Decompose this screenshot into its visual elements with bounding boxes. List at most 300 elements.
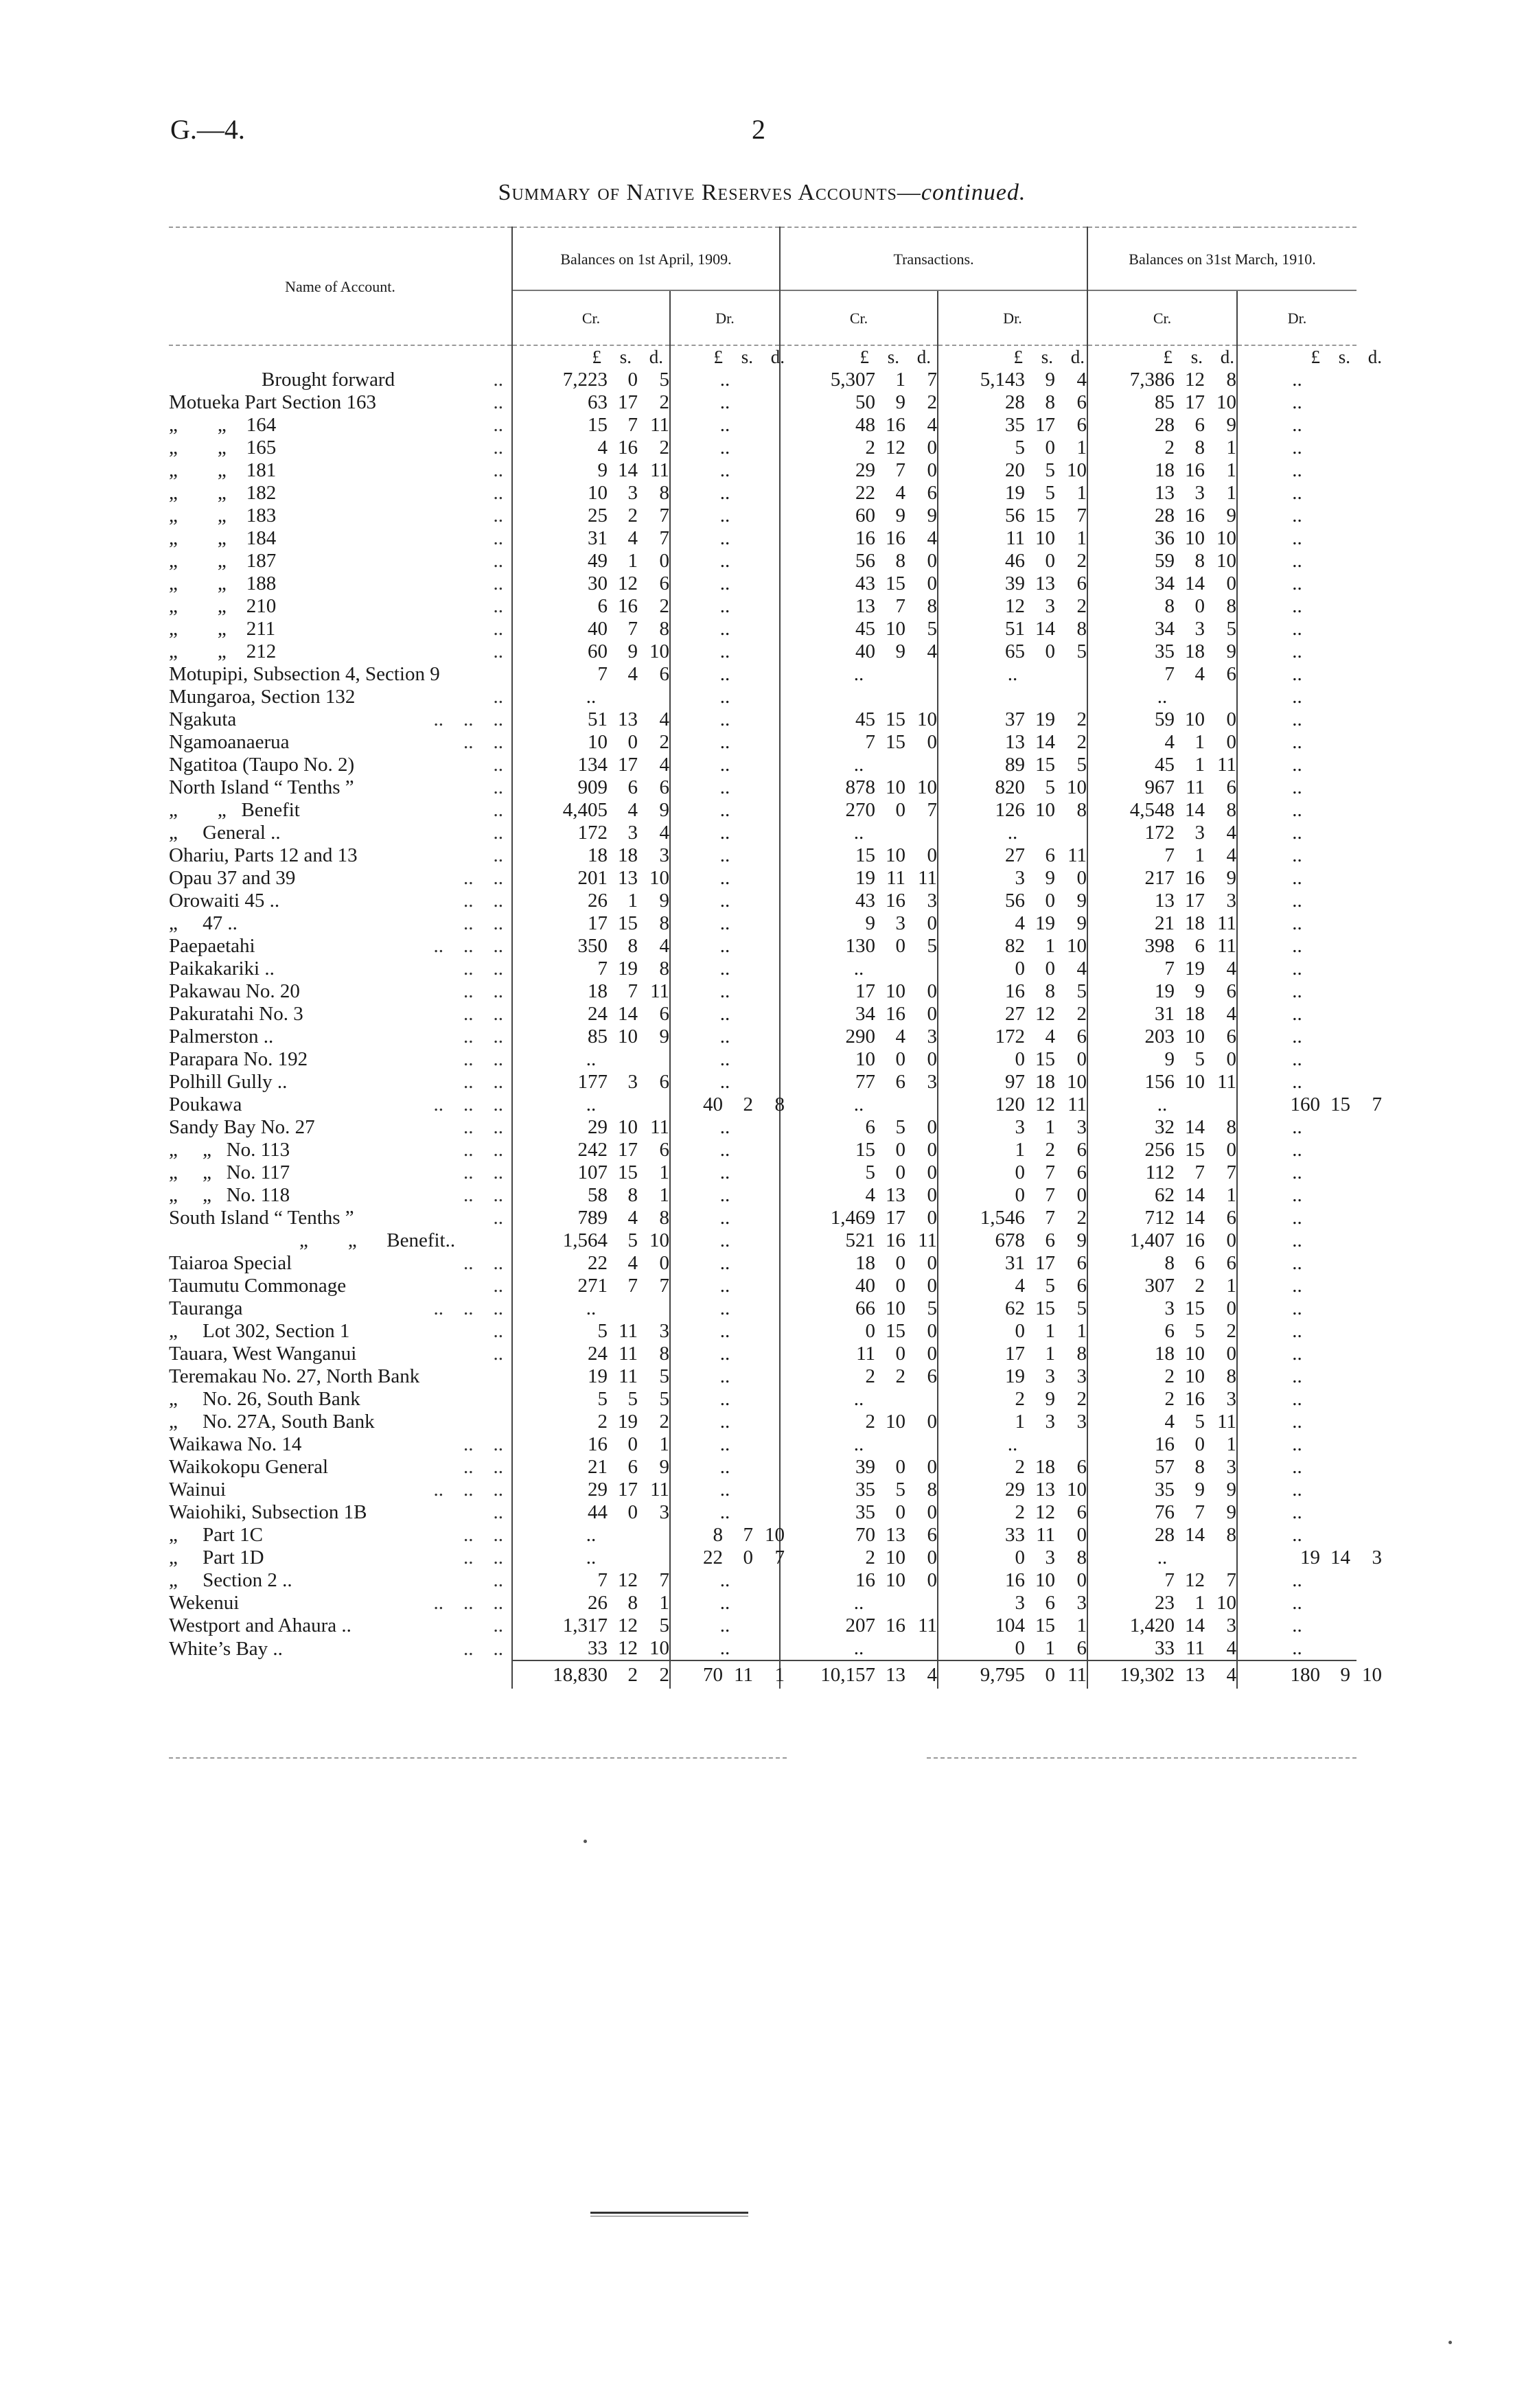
cell-trans-dr xyxy=(938,482,1087,505)
cell-trans-dr xyxy=(938,1456,1087,1479)
account-name-cell xyxy=(169,1637,512,1660)
amount-pence: 2 xyxy=(1076,708,1087,730)
amount-pound: 16 xyxy=(1005,1569,1026,1591)
amount-pence: 6 xyxy=(927,482,937,504)
amount-pound: 350 xyxy=(577,935,608,957)
cell-bal1910-cr xyxy=(1087,1003,1237,1026)
amount-pound: 7 xyxy=(1164,663,1175,685)
amount-pence: 11 xyxy=(1067,1663,1087,1686)
account-name: „ „ 211 xyxy=(169,618,276,640)
amount-pound: .. xyxy=(586,1547,597,1568)
amount-pound: 2 xyxy=(1164,1388,1175,1410)
amount-pound: 89 xyxy=(1005,754,1026,776)
amount-pound: .. xyxy=(1292,1297,1302,1319)
leader-dots: .. .. .. xyxy=(433,1479,503,1501)
amount-shilling: 3 xyxy=(627,482,638,504)
account-name: Parapara No. 192 xyxy=(169,1048,308,1070)
amount-pound: 180 xyxy=(1290,1663,1321,1686)
account-name-cell xyxy=(169,618,512,640)
amount-pence: 3 xyxy=(659,844,669,866)
cell-bal1909-cr xyxy=(512,595,670,618)
account-name: „ Part 1D xyxy=(169,1547,264,1568)
cell-bal1909-cr xyxy=(512,912,670,935)
amount-pence: 6 xyxy=(1076,1139,1087,1161)
cell-bal1910-dr xyxy=(1237,1343,1356,1365)
amount-pence: 3 xyxy=(1226,1614,1237,1636)
amount-pound: .. xyxy=(719,1252,730,1274)
amount-pound: .. xyxy=(1292,912,1302,934)
amount-pence: 10 xyxy=(1067,776,1087,798)
amount-pence: 1 xyxy=(774,1663,785,1686)
cell-bal1909-dr xyxy=(670,1026,780,1048)
account-name-cell xyxy=(169,731,512,754)
cell-bal1910-cr xyxy=(1087,1320,1237,1343)
cell-bal1909-cr xyxy=(512,414,670,437)
amount-pence: 7 xyxy=(1372,1093,1383,1115)
amount-pence: 1 xyxy=(659,1184,669,1206)
amount-shilling: 12 xyxy=(618,1569,638,1591)
leader-dots: .. .. .. xyxy=(433,1297,503,1319)
cell-bal1909-dr xyxy=(670,935,780,958)
amount-shilling: 0 xyxy=(1045,890,1056,912)
units-row-group xyxy=(169,345,1383,369)
amount-pence: 8 xyxy=(927,1479,937,1501)
account-name-cell xyxy=(169,1048,512,1071)
amount-shilling: 6 xyxy=(1194,1252,1205,1274)
amount-pound: 7 xyxy=(597,1569,608,1591)
amount-shilling: 14 xyxy=(1035,731,1056,753)
amount-pound: 58 xyxy=(588,1184,608,1206)
amount-pound: .. xyxy=(719,1139,730,1161)
amount-pence: 2 xyxy=(1076,1003,1087,1025)
account-row xyxy=(169,414,1356,437)
amount-pound: 4 xyxy=(1164,731,1175,753)
amount-pence: 3 xyxy=(1226,1388,1237,1410)
amount-pence: 8 xyxy=(659,1207,669,1229)
account-name-cell xyxy=(169,663,512,686)
amount-pound: 290 xyxy=(845,1026,875,1047)
amount-pence: 5 xyxy=(1076,980,1087,1002)
cell-bal1910-dr xyxy=(1237,822,1356,844)
cell-bal1910-cr xyxy=(1087,1569,1237,1592)
amount-shilling: 5 xyxy=(627,1229,638,1251)
amount-pence: 1 xyxy=(1226,1275,1237,1297)
amount-pound: .. xyxy=(719,1184,730,1206)
amount-shilling: 5 xyxy=(895,1479,905,1501)
amount-pence: 8 xyxy=(774,1093,785,1115)
leader-dots: .. xyxy=(493,844,503,866)
account-row xyxy=(169,1433,1356,1456)
amount-pence: 9 xyxy=(659,1456,669,1478)
cell-bal1910-dr xyxy=(1237,1501,1356,1524)
amount-pence: 10 xyxy=(1067,459,1087,481)
leader-dots: .. .. xyxy=(463,980,503,1002)
account-row xyxy=(169,1071,1356,1093)
amount-pound: 59 xyxy=(1155,550,1175,572)
unit-pence: d. xyxy=(1070,347,1085,367)
account-name-cell xyxy=(169,822,512,844)
cell-bal1909-dr xyxy=(670,1161,780,1184)
amount-pound: 307 xyxy=(1144,1275,1175,1297)
amount-pence: 6 xyxy=(1076,1161,1087,1183)
amount-pence: 1 xyxy=(659,1433,669,1455)
amount-pound: 23 xyxy=(1155,1592,1175,1614)
cell-bal1910-cr xyxy=(1087,1184,1237,1207)
account-row xyxy=(169,1093,1356,1116)
amount-shilling: 1 xyxy=(1045,1637,1056,1659)
amount-pound: .. xyxy=(719,1388,730,1410)
amount-pence: 6 xyxy=(1226,980,1237,1002)
cell-bal1909-cr xyxy=(512,1207,670,1229)
amount-pound: 521 xyxy=(845,1229,875,1251)
account-row xyxy=(169,482,1356,505)
cell-trans-dr xyxy=(938,731,1087,754)
amount-pound: .. xyxy=(719,1501,730,1523)
col-header-bal1909: Balances on 1st April, 1909. xyxy=(512,227,780,290)
amount-pound: .. xyxy=(719,686,730,708)
cell-bal1910-dr xyxy=(1237,1660,1383,1689)
unit-pence: d. xyxy=(1367,347,1383,367)
amount-pound: 2 xyxy=(1164,437,1175,459)
amount-pound: .. xyxy=(719,1433,730,1455)
amount-shilling: 15 xyxy=(886,572,905,594)
amount-pound: .. xyxy=(719,1343,730,1365)
amount-shilling: 12 xyxy=(1185,1569,1205,1591)
amount-pence: 9 xyxy=(927,505,937,526)
amount-shilling: 11 xyxy=(1186,1637,1205,1659)
cell-trans-cr xyxy=(780,663,938,686)
amount-pound: .. xyxy=(719,1003,730,1025)
cell-bal1910-dr xyxy=(1237,708,1356,731)
leader-dots: .. .. xyxy=(463,1184,503,1206)
leader-dots: .. .. xyxy=(463,890,503,912)
amount-pence: 0 xyxy=(927,1003,937,1025)
cell-bal1909-cr xyxy=(512,663,670,686)
account-name-cell xyxy=(169,459,512,482)
amount-shilling: 9 xyxy=(1194,980,1205,1002)
amount-shilling: 10 xyxy=(1185,1071,1205,1093)
amount-pence: 3 xyxy=(927,1071,937,1093)
amount-shilling: 17 xyxy=(886,1207,905,1229)
cell-bal1909-cr xyxy=(512,754,670,776)
amount-pence: 0 xyxy=(1226,1297,1237,1319)
amount-shilling: 18 xyxy=(618,844,638,866)
amount-pound: .. xyxy=(719,459,730,481)
cell-bal1909-cr xyxy=(512,1093,670,1116)
amount-pence: 11 xyxy=(918,867,937,889)
cell-bal1909-dr xyxy=(670,437,780,459)
amount-pence: 2 xyxy=(659,437,669,459)
amount-pound: 789 xyxy=(577,1207,608,1229)
amount-pence: 3 xyxy=(1372,1547,1383,1568)
cell-bal1909-dr xyxy=(670,1320,780,1343)
amount-pence: 6 xyxy=(659,776,669,798)
amount-pence: 6 xyxy=(659,1139,669,1161)
cell-bal1910-cr xyxy=(1087,527,1237,550)
account-row xyxy=(169,1479,1356,1501)
amount-shilling: 14 xyxy=(1185,1524,1205,1546)
amount-pound: 172 xyxy=(995,1026,1026,1047)
units-row xyxy=(169,345,1356,369)
amount-pound: 7 xyxy=(865,731,875,753)
amount-pound: 0 xyxy=(1015,1547,1026,1568)
cell-bal1909-cr xyxy=(512,618,670,640)
cell-trans-cr xyxy=(780,935,938,958)
account-row xyxy=(169,1139,1356,1161)
unit-pound: £ xyxy=(1163,347,1173,367)
cell-bal1909-cr xyxy=(512,482,670,505)
cell-trans-dr xyxy=(938,663,1087,686)
account-row xyxy=(169,958,1356,980)
cell-trans-dr xyxy=(938,505,1087,527)
amount-pound: .. xyxy=(719,618,730,640)
account-name-cell xyxy=(169,1411,512,1433)
amount-pound: 1,317 xyxy=(562,1614,608,1636)
amount-pound: 39 xyxy=(855,1456,875,1478)
amount-shilling: 12 xyxy=(886,437,905,459)
amount-pence: 8 xyxy=(927,595,937,617)
title-continued: continued. xyxy=(921,180,1026,205)
amount-shilling: 10 xyxy=(1185,708,1205,730)
amount-shilling: 1 xyxy=(627,550,638,572)
cell-bal1909-cr xyxy=(512,822,670,844)
cell-bal1909-cr xyxy=(512,1456,670,1479)
amount-pence: 6 xyxy=(1076,1252,1087,1274)
account-row xyxy=(169,1501,1356,1524)
account-name: Westport and Ahaura .. xyxy=(169,1614,351,1636)
amount-pound: .. xyxy=(1292,958,1302,980)
amount-pence: 11 xyxy=(1217,935,1237,957)
cell-trans-dr xyxy=(938,912,1087,935)
account-name-cell xyxy=(169,1547,512,1569)
amount-pound: 126 xyxy=(995,799,1026,821)
amount-pence: 3 xyxy=(1076,1365,1087,1387)
amount-pound: 21 xyxy=(1155,912,1175,934)
amount-shilling: 9 xyxy=(1340,1663,1351,1686)
amount-pence: 7 xyxy=(1076,505,1087,526)
cell-trans-dr xyxy=(938,1388,1087,1411)
amount-pound: .. xyxy=(1292,754,1302,776)
amount-shilling: 4 xyxy=(627,1252,638,1274)
amount-pence: 0 xyxy=(1226,572,1237,594)
leader-dots: .. .. .. xyxy=(433,1592,503,1614)
cell-trans-dr xyxy=(938,1660,1087,1689)
print-speck xyxy=(1448,2341,1452,2344)
cell-trans-dr xyxy=(938,776,1087,799)
leader-dots: .. .. xyxy=(463,1524,503,1546)
amount-pence: 10 xyxy=(1067,1071,1087,1093)
amount-pound: .. xyxy=(1292,799,1302,821)
cell-trans-cr xyxy=(780,1003,938,1026)
cell-bal1909-dr xyxy=(670,1139,780,1161)
col-header-transactions: Transactions. xyxy=(780,227,1087,290)
amount-pound: 19 xyxy=(1005,482,1026,504)
account-name: „ „ 164 xyxy=(169,414,277,436)
amount-pound: 160 xyxy=(1290,1093,1321,1115)
cell-bal1910-cr xyxy=(1087,1547,1237,1569)
cell-bal1910-cr xyxy=(1087,935,1237,958)
cell-bal1909-cr xyxy=(512,1003,670,1026)
amount-shilling: 1 xyxy=(1045,1320,1056,1342)
amount-pence: 2 xyxy=(659,391,669,413)
amount-pound: 28 xyxy=(1155,414,1175,436)
cell-bal1909-dr xyxy=(670,505,780,527)
amount-pound: 35 xyxy=(1155,1479,1175,1501)
amount-pound: 878 xyxy=(845,776,875,798)
amount-pound: 40 xyxy=(703,1093,723,1115)
amount-pound: .. xyxy=(1292,1003,1302,1025)
amount-pound: 46 xyxy=(1005,550,1026,572)
amount-pound: 9,795 xyxy=(980,1663,1026,1686)
amount-shilling: 11 xyxy=(619,1343,638,1365)
account-name-cell xyxy=(169,550,512,572)
cell-bal1909-cr xyxy=(512,1592,670,1614)
cell-bal1909-dr xyxy=(670,776,780,799)
units-trans-dr xyxy=(938,345,1087,369)
amount-pence: 2 xyxy=(659,595,669,617)
amount-pence: 11 xyxy=(650,459,669,481)
amount-shilling: 0 xyxy=(895,1161,905,1183)
amount-pound: 156 xyxy=(1144,1071,1175,1093)
amount-pence: 10 xyxy=(917,708,937,730)
amount-shilling: 14 xyxy=(1185,1614,1205,1636)
amount-pence: 4 xyxy=(1226,1637,1237,1659)
amount-pound: 28 xyxy=(1155,1524,1175,1546)
cell-trans-cr xyxy=(780,595,938,618)
cell-bal1910-cr xyxy=(1087,844,1237,867)
account-row xyxy=(169,1569,1356,1592)
amount-pound: 70 xyxy=(703,1663,723,1686)
cell-trans-cr xyxy=(780,572,938,595)
amount-shilling: 0 xyxy=(627,369,638,391)
amount-pound: .. xyxy=(1292,1365,1302,1387)
cell-trans-dr xyxy=(938,1592,1087,1614)
leader-dots: .. .. xyxy=(463,1139,503,1161)
cell-trans-cr xyxy=(780,391,938,414)
leader-dots: .. xyxy=(493,776,503,798)
amount-shilling: 4 xyxy=(627,663,638,685)
cell-bal1910-cr xyxy=(1087,1093,1237,1116)
amount-pound: .. xyxy=(719,505,730,526)
amount-pound: 0 xyxy=(1015,1320,1026,1342)
amount-pence: 2 xyxy=(659,1411,669,1433)
amount-pence: 0 xyxy=(927,980,937,1002)
amount-pound: .. xyxy=(719,437,730,459)
amount-pound: .. xyxy=(853,1433,864,1455)
amount-pence: 4 xyxy=(927,640,937,662)
amount-pound: .. xyxy=(586,1048,597,1070)
account-name-cell xyxy=(169,1026,512,1048)
amount-shilling: 16 xyxy=(886,414,905,436)
account-name-cell xyxy=(169,1229,512,1252)
cell-trans-dr xyxy=(938,640,1087,663)
amount-pound: 66 xyxy=(855,1297,875,1319)
cell-bal1909-cr xyxy=(512,1252,670,1275)
amount-shilling: 5 xyxy=(1194,1320,1205,1342)
leader-dots: .. xyxy=(493,1207,503,1229)
amount-pence: 8 xyxy=(1076,1343,1087,1365)
amount-shilling: 3 xyxy=(1045,1365,1056,1387)
amount-pound: 13 xyxy=(855,595,875,617)
amount-shilling: 6 xyxy=(1045,1229,1056,1251)
cell-bal1909-dr xyxy=(670,1456,780,1479)
account-name-cell xyxy=(169,1320,512,1343)
amount-pence: 9 xyxy=(1076,912,1087,934)
amount-shilling: 0 xyxy=(1045,640,1056,662)
cell-trans-dr xyxy=(938,980,1087,1003)
print-speck xyxy=(584,1840,587,1843)
amount-pound: .. xyxy=(719,1229,730,1251)
amount-pence: 0 xyxy=(1076,867,1087,889)
amount-pound: 4 xyxy=(1015,1275,1026,1297)
amount-pound: 34 xyxy=(1155,618,1175,640)
amount-pound: 82 xyxy=(1005,935,1026,957)
amount-shilling: 0 xyxy=(1194,595,1205,617)
account-row xyxy=(169,1524,1356,1547)
account-name-cell xyxy=(169,437,512,459)
cell-bal1910-dr xyxy=(1237,369,1356,391)
amount-shilling: 7 xyxy=(627,618,638,640)
amount-pence: 4 xyxy=(659,754,669,776)
amount-shilling: 11 xyxy=(1036,1524,1056,1546)
cell-bal1909-dr xyxy=(670,1637,780,1660)
account-name-cell xyxy=(169,1524,512,1547)
amount-pence: 4 xyxy=(1226,1663,1237,1686)
account-name-cell xyxy=(169,1388,512,1411)
amount-pound: .. xyxy=(719,482,730,504)
amount-shilling: 15 xyxy=(1185,1297,1205,1319)
cell-trans-cr xyxy=(780,1433,938,1456)
amount-pence: 2 xyxy=(927,391,937,413)
cell-trans-cr xyxy=(780,369,938,391)
account-name: Paepaetahi xyxy=(169,935,255,957)
amount-pound: 16 xyxy=(1155,1433,1175,1455)
amount-pound: .. xyxy=(719,550,730,572)
amount-pound: 31 xyxy=(588,527,608,549)
cell-bal1909-cr xyxy=(512,1547,670,1569)
amount-pence: 9 xyxy=(1076,890,1087,912)
amount-shilling: 8 xyxy=(627,1184,638,1206)
cell-bal1909-cr xyxy=(512,776,670,799)
amount-pence: 0 xyxy=(1076,1569,1087,1591)
amount-shilling: 5 xyxy=(627,1388,638,1410)
amount-pence: 5 xyxy=(1226,618,1237,640)
cell-bal1909-cr xyxy=(512,527,670,550)
amount-pence: 9 xyxy=(1226,1479,1237,1501)
cell-bal1910-cr xyxy=(1087,980,1237,1003)
col-header-dr-trans: Dr. xyxy=(938,290,1087,345)
account-row xyxy=(169,1343,1356,1365)
amount-pound: 35 xyxy=(1155,640,1175,662)
leader-dots: .. xyxy=(493,1569,503,1591)
account-name-cell xyxy=(169,1184,512,1207)
cell-bal1910-dr xyxy=(1237,482,1356,505)
leader-dots: .. xyxy=(493,640,503,662)
amount-pound: 29 xyxy=(855,459,875,481)
amount-pence: 5 xyxy=(659,369,669,391)
units-name-cell xyxy=(169,345,512,369)
cell-trans-cr xyxy=(780,912,938,935)
amount-pound: 29 xyxy=(588,1116,608,1138)
cell-bal1909-dr xyxy=(670,1275,780,1297)
cell-bal1909-cr xyxy=(512,980,670,1003)
amount-pound: 3 xyxy=(1015,867,1026,889)
amount-pound: 50 xyxy=(855,391,875,413)
amount-pound: 9 xyxy=(1164,1048,1175,1070)
amount-pence: 0 xyxy=(1226,708,1237,730)
leader-dots: .. .. xyxy=(463,1048,503,1070)
cell-bal1910-dr xyxy=(1237,1637,1356,1660)
